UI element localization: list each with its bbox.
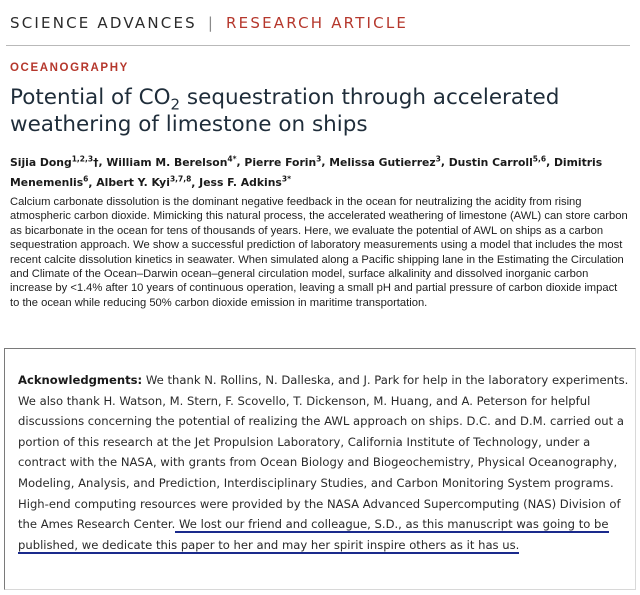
author-name: Melissa Gutierrez <box>329 155 436 169</box>
author-list: Sijia Dong$^{1,2,3}$†, William M. Berelson$^{4*}$, Pierre Forin$^3$, Melissa Gutierrez$^3$, Dustin Carroll$^{5,6}$, Dimitris Menemenlis$^6$, Albert Y. Kyi$^{3,7,8}$, Jess F. Adkins$^{3*}$ <box>10 154 603 190</box>
article-type: RESEARCH ARTICLE <box>226 14 409 32</box>
author-affiliation: 5,6 <box>532 154 547 163</box>
section-label: OCEANOGRAPHY <box>10 62 129 74</box>
author <box>449 156 546 169</box>
abstract: Calcium carbonate dissolution is the dominant negative feedback in the ocean for neutralizing the acidity from rising atmospheric carbon dioxide. Mimicking this natural process, the accelerated weathering of limestone (AWL) can store carbon as bicarbonate in the ocean for tens of thousands of years. Here, we evaluate the potential of AWL on ships as a carbon sequestration approach. We show a successful prediction of laboratory measurements using a model that includes the most recent calcite dissolution kinetics in seawater. When simulated along a Pacific shipping lane in the Estimating the Circulation and Climate of the Ocean–Darwin ocean–general circulation model, surface alkalinity and dissolved inorganic carbon increase by <1.4% after 10 years of continuous operation, leaving a small pH and partial pressure of carbon dioxide impact to the ocean while reducing 50% carbon dioxide emission in maritime transportation. <box>10 196 628 309</box>
author <box>106 156 236 169</box>
acknowledgments-body: We thank N. Rollins, N. Dalleska, and J. Park for help in the laboratory experiments. We also thank H. Watson, M. Stern, F. Scovello, T. Dickenson, M. Huang, and A. Peterson for helpful discussions concerning the potential of realizing the AWL approach on ships. D.C. and D.M. carried out a portion of this research at the Jet Propulsion Laboratory, California Institute of Technology, under a contract with the NASA, with grants from Ocean Biology and Biogeochemistry, Physical Oceanography, Modeling, Analysis, and Prediction, Interdisciplinary Studies, and Carbon Monitoring System programs. High-end computing resources were provided by the NASA Advanced Supercomputing (NAS) Division of the Ames Research Center. <box>18 373 629 532</box>
author <box>96 176 191 189</box>
author-name: Pierre Forin <box>244 155 317 169</box>
author-affiliation: 1,2,3 <box>71 154 94 163</box>
author-name: Jess F. Adkins <box>199 176 282 190</box>
author-affiliation: 6 <box>83 174 89 184</box>
author-name: Dimitris Menemenlis <box>10 155 603 190</box>
author <box>244 156 321 169</box>
journal-name: SCIENCE ADVANCES <box>10 14 197 32</box>
title-subscript: 2 <box>170 95 181 114</box>
article-title <box>10 84 620 138</box>
author-name: Albert Y. Kyi <box>96 176 170 190</box>
author-name: William M. Berelson <box>106 155 228 169</box>
author-name: Sijia Dong <box>10 155 72 169</box>
author-affiliation: 3,7,8 <box>169 174 192 184</box>
title-part2: sequestration through accelerated weathering of limestone on ships <box>10 85 560 137</box>
author-affiliation: 3 <box>435 154 441 163</box>
author-affiliation: 4* <box>227 154 237 163</box>
author <box>329 156 441 169</box>
author-affiliation: 3 <box>316 154 322 163</box>
author-name: Dustin Carroll <box>448 155 533 169</box>
author-marker: † <box>93 155 99 169</box>
header-separator: | <box>207 14 216 32</box>
author <box>10 156 98 169</box>
author <box>199 176 291 189</box>
header-divider <box>6 45 630 46</box>
acknowledgments-heading: Acknowledgments: <box>18 373 143 387</box>
author-affiliation: 3* <box>281 174 291 184</box>
title-part1: Potential of CO <box>10 85 171 110</box>
acknowledgments <box>18 370 630 555</box>
dedication-highlight: We lost our friend and colleague, S.D., as this manuscript was going to be published, we dedicate this paper to her and may her spirit inspire others as it has us. <box>18 517 609 552</box>
journal-header <box>10 14 408 38</box>
